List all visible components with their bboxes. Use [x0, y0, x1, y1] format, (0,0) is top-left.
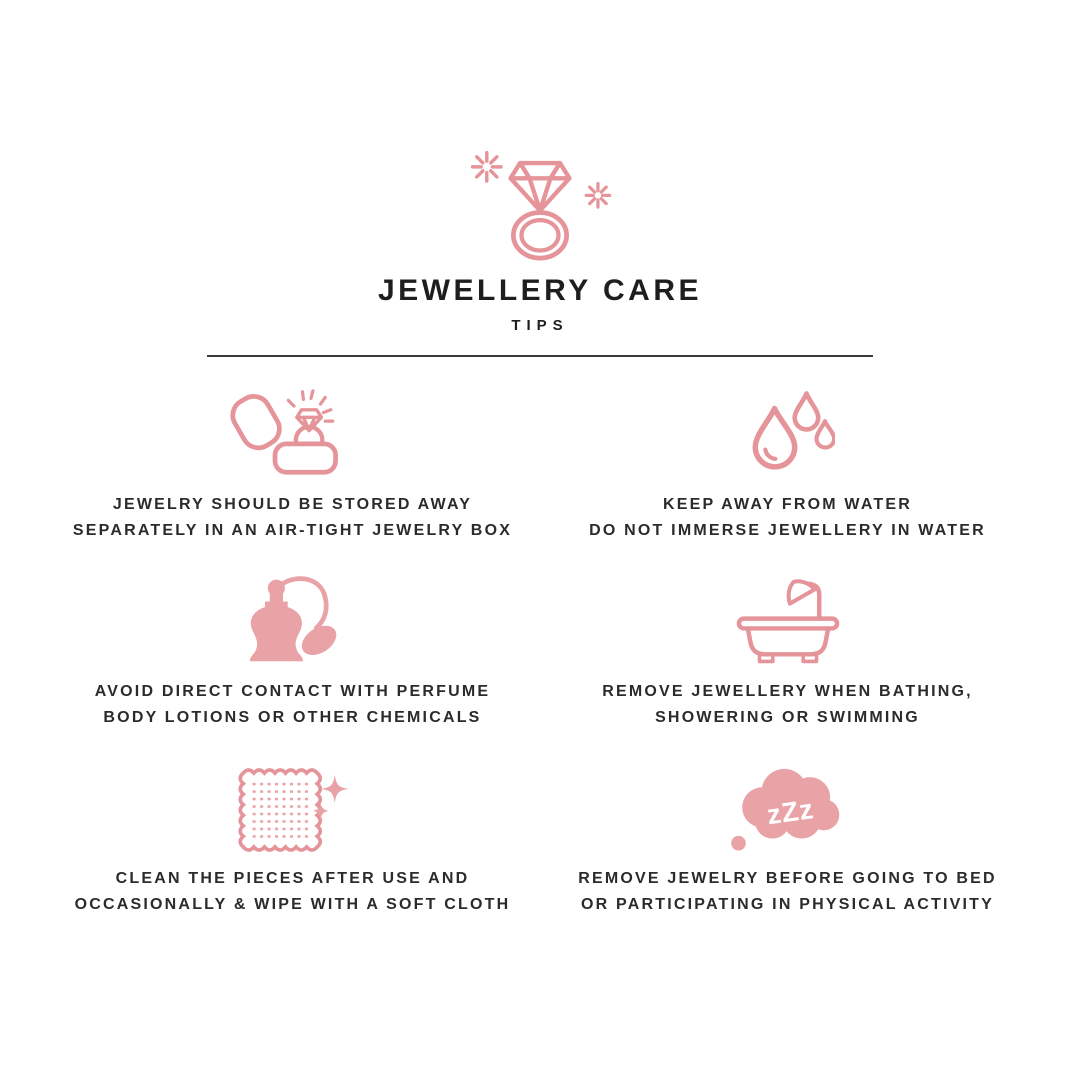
tip-line: SEPARATELY IN AN AIR-TIGHT JEWELRY BOX: [72, 522, 513, 539]
tip-line: REMOVE JEWELRY BEFORE GOING TO BED: [578, 870, 997, 887]
tip-line: CLEAN THE PIECES AFTER USE AND: [115, 870, 470, 887]
tip-line: KEEP AWAY FROM WATER: [662, 496, 913, 513]
tip-line: SHOWERING OR SWIMMING: [655, 709, 920, 726]
tip-line: DO NOT IMMERSE JEWELLERY IN WATER: [589, 522, 986, 539]
tip-sleep: [563, 757, 1013, 944]
tip-water: [563, 383, 1013, 570]
tip-line: BODY LOTIONS OR OTHER CHEMICALS: [103, 709, 482, 726]
tip-line: AVOID DIRECT CONTACT WITH PERFUME: [94, 683, 491, 700]
tip-storage-text: [73, 492, 512, 544]
header-divider: [207, 355, 873, 357]
tip-bathing: [563, 570, 1013, 757]
tip-perfume: [68, 570, 518, 757]
cleaning-cloth-icon: [229, 757, 357, 855]
tip-cleaning: [68, 757, 518, 944]
tip-perfume-text: [95, 679, 491, 731]
perfume-bottle-icon: [236, 570, 349, 668]
page-subtitle: TIPS: [511, 317, 569, 334]
tip-bathing-text: [602, 679, 973, 731]
bathtub-shower-icon: [730, 570, 846, 668]
tip-sleep-text: [578, 866, 997, 918]
tip-cleaning-text: [75, 866, 511, 918]
sleep-cloud-icon: [719, 757, 857, 855]
tip-line: OCCASIONALLY & WIPE WITH A SOFT CLOTH: [74, 896, 511, 913]
tip-line: OR PARTICIPATING IN PHYSICAL ACTIVITY: [581, 896, 994, 913]
ring-box-icon: [222, 383, 364, 481]
tip-water-text: [589, 492, 986, 544]
tip-storage: [68, 383, 518, 570]
header: [0, 0, 1080, 357]
tips-grid: [0, 383, 1080, 944]
sleep-zzz-text: zZz: [764, 792, 816, 830]
tip-line: REMOVE JEWELLERY WHEN BATHING,: [602, 683, 973, 700]
diamond-ring-icon: [464, 142, 616, 263]
tip-line: JEWELRY SHOULD BE STORED AWAY: [112, 496, 473, 513]
water-drops-icon: [741, 383, 835, 481]
page-title: JEWELLERY CARE: [377, 274, 703, 307]
